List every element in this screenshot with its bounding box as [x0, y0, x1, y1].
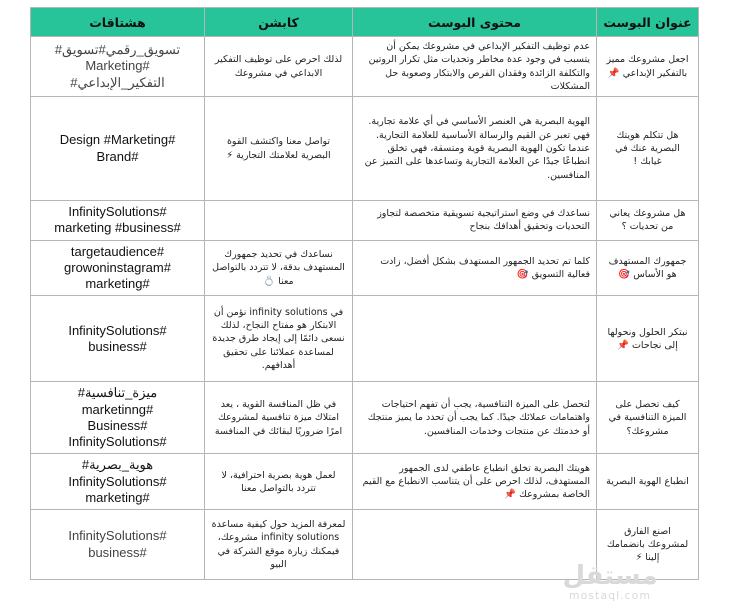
header-title: عنوان البوست: [597, 8, 699, 37]
post-title-cell: كيف تحصل على الميزة التنافسية في مشروعك؟: [597, 382, 699, 454]
hashtags-cell: #InfinitySolutions #business: [31, 510, 205, 580]
post-content-cell: كلما تم تحديد الجمهور المستهدف بشكل أفضل، زادت فعالية التسويق 🎯: [353, 240, 597, 296]
table-row: [31, 296, 699, 382]
hashtags-cell: تسويق_رقمي#تسويق# #Marketing التفكير_الإبداعي#: [31, 37, 205, 97]
caption-cell: لذلك احرص على توظيف التفكير الابداعي في مشروعك: [205, 37, 353, 97]
post-title-cell: نبتكر الحلول ونحولها إلى نجاحات 📌: [597, 296, 699, 382]
content-plan-table: [30, 7, 699, 580]
hashtags-cell: ميزة_تنافسية# #marketinng #Business #InfinitySolutions: [31, 382, 205, 454]
header-row: [31, 8, 699, 37]
post-content-cell: [353, 296, 597, 382]
watermark-url: mostaql.com: [568, 589, 652, 602]
post-title-cell: اجعل مشروعك مميز بالتفكير الإبداعي 📌: [597, 37, 699, 97]
post-title-cell: انطباع الهوية البصرية: [597, 454, 699, 510]
header-tags: هشتاقات: [31, 8, 205, 37]
caption-cell: لمعرفة المزيد حول كيفية مساعدة infinity solutions مشروعك، فيمكنك زيارة موقع الشركة في البيو: [205, 510, 353, 580]
caption-cell: لعمل هوية بصرية احترافية، لا تتردد بالتواصل معنا: [205, 454, 353, 510]
post-title-cell: هل مشروعك يعاني من تحديات ؟: [597, 201, 699, 241]
post-content-cell: نساعدك في وضع استراتيجية تسويقية متخصصة لتجاوز التحديات وتحقيق أهدافك بنجاح: [353, 201, 597, 241]
post-title-cell: اصنع الفارق لمشروعك بانضمامك إلينا ⚡: [597, 510, 699, 580]
post-title-cell: هل تتكلم هويتك البصرية عنك في غيابك !: [597, 97, 699, 201]
post-content-cell: لتحصل على الميزة التنافسية، يجب أن تفهم احتياجات واهتمامات عملائك جيدًا. كما يجب أن تحدد ما يميز منتجك أو خدمتك عن منتجات وخدمات المنافسين.: [353, 382, 597, 454]
watermark-logo: [540, 562, 680, 602]
table-row: [31, 382, 699, 454]
table-row: [31, 37, 699, 97]
hashtags-cell: #InfinitySolutions #business: [31, 296, 205, 382]
post-content-cell: الهوية البصرية هي العنصر الأساسي في أي علامة تجارية. فهي تعبر عن القيم والرسالة الأساسية للعلامة التجارية. عندما تكون الهوية البصرية قوية ومتسقة، فهي تخلق انطباعًا جيدًا عن العلامة التجارية وتساعدها على التميز عن المنافسين.: [353, 97, 597, 201]
table-row: [31, 97, 699, 201]
header-content: محتوى البوست: [353, 8, 597, 37]
caption-cell: في ظل المنافسة القوية ، يعد امتلاك ميزة تنافسية لمشروعك امرًا ضروريًا لبقائك في المنافسة: [205, 382, 353, 454]
post-title-cell: جمهورك المستهدف هو الأساس 🎯: [597, 240, 699, 296]
hashtags-cell: هوية_بصرية# #InfinitySolutions #marketing: [31, 454, 205, 510]
table-row: [31, 240, 699, 296]
hashtags-cell: #Design #Marketing #Brand: [31, 97, 205, 201]
post-content-cell: هويتك البصرية تخلق انطباع عاطفي لدى الجمهور المستهدف، لذلك احرص على أن يتناسب الانطباع مع القيم الخاصة بمشروعك 📌: [353, 454, 597, 510]
hashtags-cell: #InfinitySolutions #marketing #business: [31, 201, 205, 241]
caption-cell: في infinity solutions نؤمن أن الابتكار هو مفتاح النجاح، لذلك نسعى دائمًا إلى إيجاد طرق جديدة لمساعدة عملائنا على تحقيق أهدافهم.: [205, 296, 353, 382]
header-caption: كابشن: [205, 8, 353, 37]
hashtags-cell: #targetaudience #growoninstagram #marketing: [31, 240, 205, 296]
caption-cell: نساعدك في تحديد جمهورك المستهدف بدقة، لا تتردد بالتواصل معنا 💍: [205, 240, 353, 296]
caption-cell: [205, 201, 353, 241]
post-content-cell: عدم توظيف التفكير الإبداعي في مشروعك يمكن أن يتسبب في وجود عدة مخاطر وتحديات مثل تكرار الروتين والتكلفة الزائدة وفقدان الفرص والابتكار وصعوبة حل المشكلات: [353, 37, 597, 97]
table-row: [31, 454, 699, 510]
table-row: [31, 201, 699, 241]
caption-cell: تواصل معنا واكتشف القوة البصرية لعلامتك التجارية ⚡: [205, 97, 353, 201]
watermark-text: مستقل: [562, 561, 658, 591]
